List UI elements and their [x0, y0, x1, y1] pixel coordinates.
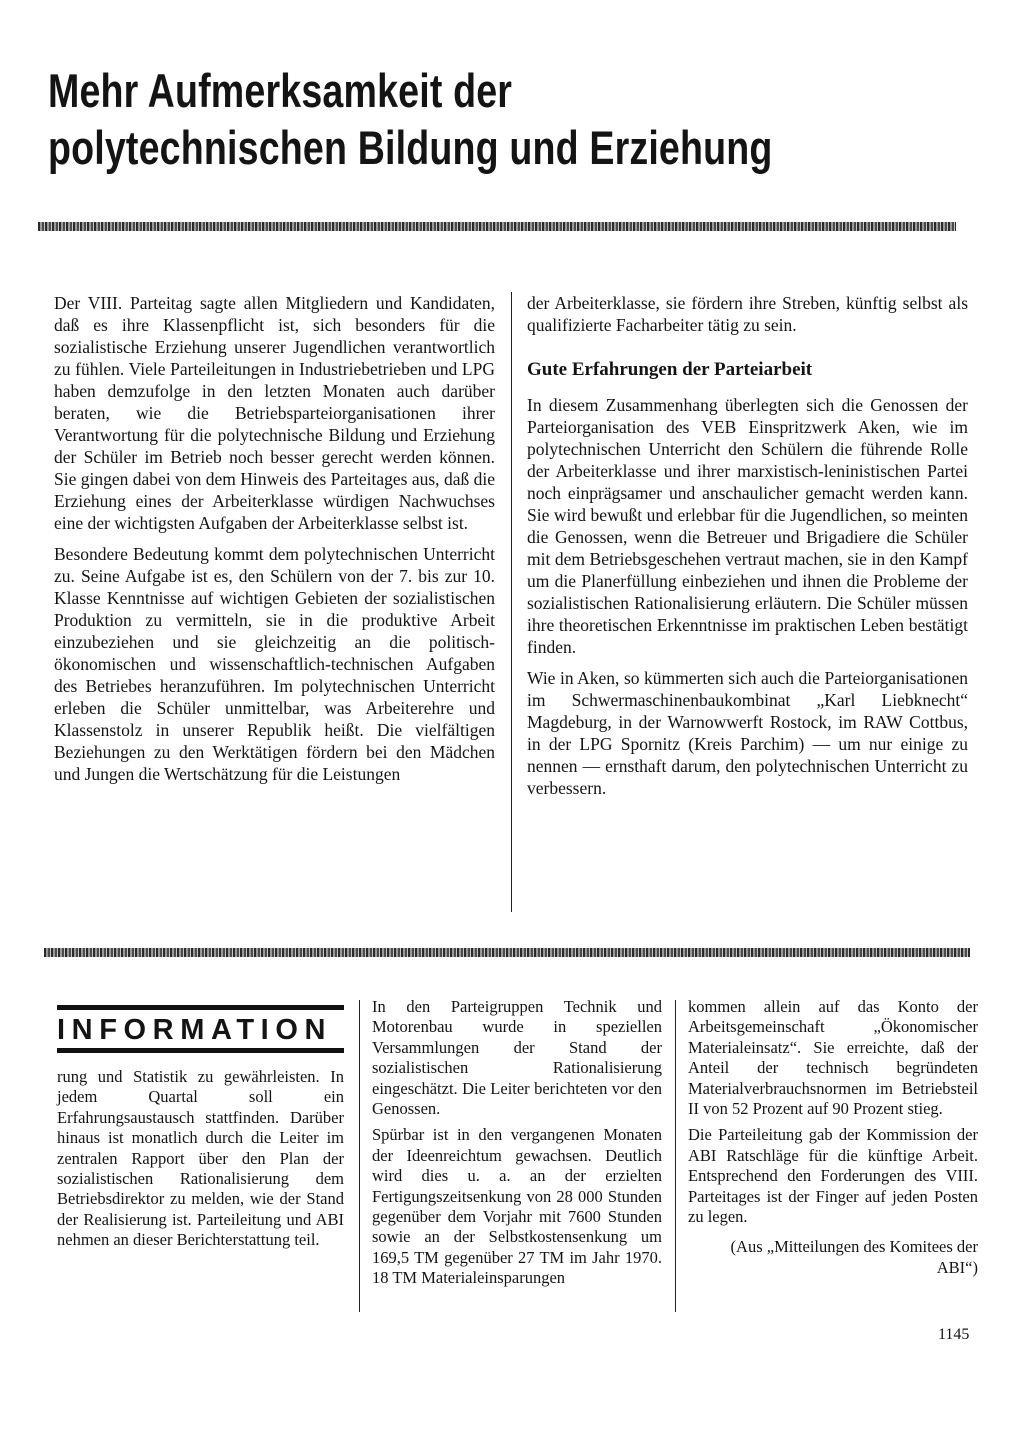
- column-divider: [675, 1000, 676, 1312]
- headline-line-1: Mehr Aufmerksamkeit der: [48, 64, 513, 117]
- source-note: (Aus „Mitteilungen des Komitees der ABI“): [730, 1237, 978, 1277]
- article-column-1: [54, 292, 495, 785]
- section-rule: [44, 948, 970, 957]
- information-paragraph: kommen allein auf das Konto der Arbeitsgemeinschaft „Ökonomischer Materialeinsatz“. Sie erreichte, daß der Anteil der technisch begründeten Materialverbrauchsnormen im Betriebsteil II von 52 Prozent auf 90 Prozent stieg.: [688, 997, 978, 1119]
- information-paragraph: Spürbar ist in den vergangenen Monaten der Ideenreichtum gewachsen. Deutlich wird dies u. a. an der erzielten Fertigungszeitsenkung von 28 000 Stunden gegenüber dem Vorjahr mit 7600 Stunden sowie an der Selbstkostensenkung um 169,5 TM gegenüber 27 TM im Jahr 1970. 18 TM Materialeinsparungen: [372, 1125, 662, 1288]
- information-column-1: [57, 1005, 344, 1251]
- article-paragraph: Wie in Aken, so kümmerten sich auch die Parteiorganisationen im Schwermaschinenbaukombinat „Karl Liebknecht“ Magdeburg, in der Warnowwerft Rostock, im RAW Cottbus, in der LPG Spornitz (Kreis Parchim) — um nur einige zu nennen — ernsthaft darum, den polytechnischen Unterricht zu verbessern.: [527, 668, 968, 798]
- headline-rule: [38, 222, 956, 231]
- headline: [48, 62, 800, 176]
- headline-line-2: polytechnischen Bildung und Erziehung: [48, 121, 773, 174]
- article-paragraph: der Arbeiterklasse, sie fördern ihre Streben, künftig selbst als qualifizierte Facharbeiter tätig zu sein.: [527, 293, 968, 335]
- information-column-2: [372, 997, 662, 1289]
- information-column-3: [688, 997, 978, 1278]
- column-divider: [511, 292, 512, 912]
- column-divider: [359, 1000, 360, 1312]
- information-paragraph: Die Parteileitung gab der Kommission der ABI Ratschläge für die künftige Arbeit. Entsprechend den Forderungen des VIII. Parteitages ist der Finger auf jeden Posten zu legen.: [688, 1125, 978, 1227]
- page-number: 1145: [938, 1326, 970, 1343]
- article-paragraph: In diesem Zusammenhang überlegten sich die Genossen der Parteiorganisation des VEB Einspritzwerk Aken, wie im polytechnischen Unterricht den Schülern die führende Rolle der Arbeiterklasse und ihrer marxistisch-leninistischen Partei noch einprägsamer und anschaulicher gemacht werden kann. Sie wird bewußt und erlebbar für die Jugendlichen, so meinten die Genossen, wenn die Betreuer und Brigadiere die Schüler mit dem Betriebsgeschehen vertraut machen, sie in den Kampf um die Planerfüllung einbeziehen und ihnen die Probleme der sozialistischen Rationalisierung erläutern. Die Schüler müssen ihre theoretischen Erkenntnisse im praktischen Leben bestätigt finden.: [527, 395, 968, 657]
- information-paragraph: In den Parteigruppen Technik und Motorenbau wurde in speziellen Versammlungen der Stand der sozialistischen Rationalisierung eingeschätzt. Die Leiter berichteten vor den Genossen.: [372, 997, 662, 1119]
- article-paragraph: Besondere Bedeutung kommt dem polytechnischen Unterricht zu. Seine Aufgabe ist es, den Schülern von der 7. bis zur 10. Klasse Kenntnisse auf wichtigen Gebieten der sozialistischen Produktion zu vermitteln, sie in die produktive Arbeit einzubeziehen und sie gleichzeitig an die politisch-ökonomischen und wissenschaftlich-technischen Aufgaben des Betriebes heranzuführen. Im polytechnischen Unterricht erleben die Schüler unmittelbar, was Arbeiterehre und Klassenstolz in unserer Republik heißt. Die vielfältigen Beziehungen zu den Werktätigen fördern bei den Mädchen und Jungen die Wertschätzung für die Leistungen: [54, 544, 495, 784]
- information-label: INFORMATION: [57, 1005, 344, 1053]
- section-heading: Gute Erfahrungen der Parteiarbeit: [527, 359, 813, 380]
- article-column-2: [527, 292, 968, 799]
- information-paragraph: rung und Statistik zu gewährleisten. In jedem Quartal soll ein Erfahrungsaustausch stattfinden. Darüber hinaus ist monatlich durch die Leiter im zentralen Rapport über den Plan der sozialistischen Rationalisierung dem Betriebsdirektor zu melden, wie der Stand der Realisierung ist. Parteileitung und ABI nehmen an dieser Berichterstattung teil.: [57, 1067, 344, 1250]
- article-paragraph: Der VIII. Parteitag sagte allen Mitgliedern und Kandidaten, daß es ihre Klassenpflicht ist, sich besonders für die sozialistische Erziehung unserer Jugendlichen verantwortlich zu fühlen. Viele Parteileitungen in Industriebetrieben und LPG haben demzufolge in den letzten Monaten auch darüber beraten, wie die Betriebsparteiorganisationen ihrer Verantwortung für die polytechnische Bildung und Erziehung der Schüler im Betrieb noch besser gerecht werden können. Sie gingen dabei von dem Hinweis des Parteitages aus, daß die Erziehung eines der Arbeiterklasse würdigen Nachwuchses eine der wichtigsten Aufgaben der Arbeiterklasse selbst ist.: [54, 293, 495, 533]
